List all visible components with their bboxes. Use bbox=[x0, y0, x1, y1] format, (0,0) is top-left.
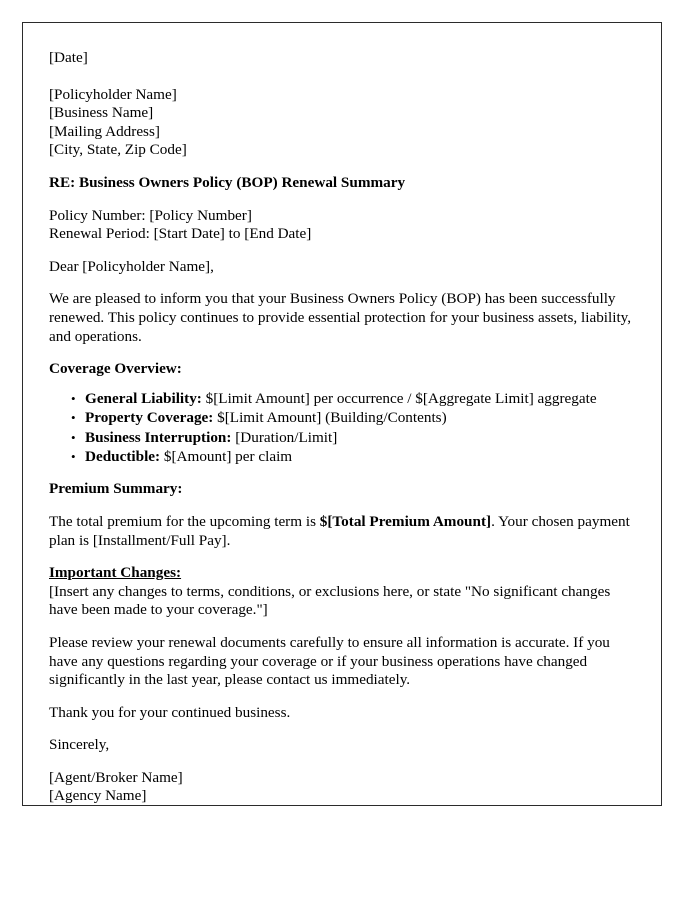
spacer bbox=[49, 68, 635, 86]
document-body bbox=[49, 49, 635, 806]
recipient-address-block bbox=[49, 86, 635, 160]
spacer bbox=[49, 550, 635, 564]
spacer bbox=[49, 276, 635, 290]
coverage-value: $[Limit Amount] (Building/Contents) bbox=[213, 409, 447, 427]
list-item bbox=[49, 428, 635, 447]
recipient-business-name: [Business Name] bbox=[49, 104, 154, 122]
spacer bbox=[49, 755, 635, 769]
list-item bbox=[49, 389, 635, 408]
date-line: [Date] bbox=[49, 49, 88, 66]
document-page bbox=[22, 22, 662, 806]
closing-salutation: Sincerely, bbox=[49, 736, 110, 754]
coverage-label: Business Interruption: bbox=[85, 428, 232, 446]
list-item bbox=[49, 447, 635, 466]
coverage-value: $[Limit Amount] per occurrence / $[Aggregate Limit] aggregate bbox=[201, 389, 597, 407]
spacer bbox=[49, 499, 635, 513]
thanks-paragraph: Thank you for your continued business. bbox=[49, 703, 291, 721]
coverage-label: Property Coverage: bbox=[85, 409, 214, 427]
premium-text-after: . Your chosen payment plan is [Installment/Full Pay]. bbox=[49, 512, 630, 549]
spacer bbox=[49, 346, 635, 360]
spacer bbox=[49, 379, 635, 389]
agent-broker-name: [Agent/Broker Name] bbox=[49, 768, 183, 786]
policy-number-line: Policy Number: [Policy Number] bbox=[49, 206, 252, 224]
recipient-city-state-zip: [City, State, Zip Code] bbox=[49, 141, 187, 159]
recipient-mailing-address: [Mailing Address] bbox=[49, 122, 160, 140]
recipient-policyholder-name: [Policyholder Name] bbox=[49, 85, 177, 103]
premium-amount: $[Total Premium Amount] bbox=[319, 512, 492, 530]
coverage-overview-heading: Coverage Overview: bbox=[49, 360, 182, 378]
agency-name: [Agency Name] bbox=[49, 787, 147, 805]
coverage-list bbox=[49, 389, 635, 467]
spacer bbox=[49, 620, 635, 634]
coverage-value: $[Amount] per claim bbox=[160, 447, 293, 465]
coverage-value: [Duration/Limit] bbox=[231, 428, 338, 446]
spacer bbox=[49, 193, 635, 207]
coverage-label: General Liability: bbox=[85, 389, 202, 407]
premium-summary-heading: Premium Summary: bbox=[49, 480, 183, 498]
spacer bbox=[49, 244, 635, 258]
renewal-period-line: Renewal Period: [Start Date] to [End Date] bbox=[49, 225, 312, 243]
spacer bbox=[49, 466, 635, 480]
important-changes-paragraph: [Insert any changes to terms, conditions, or exclusions here, or state "No significant changes have been made to your coverage."] bbox=[49, 582, 611, 619]
spacer bbox=[49, 160, 635, 174]
subject-line: RE: Business Owners Policy (BOP) Renewal Summary bbox=[49, 173, 406, 191]
premium-paragraph bbox=[49, 513, 635, 550]
coverage-label: Deductible: bbox=[85, 447, 161, 465]
salutation: Dear [Policyholder Name], bbox=[49, 257, 214, 275]
premium-text-before: The total premium for the upcoming term is bbox=[49, 512, 320, 530]
review-paragraph: Please review your renewal documents carefully to ensure all information is accurate. If you have any questions regarding your coverage or if your business operations have changed significantly in the last year, please contact us immediately. bbox=[49, 633, 610, 689]
spacer bbox=[49, 690, 635, 704]
list-item bbox=[49, 408, 635, 427]
spacer bbox=[49, 722, 635, 736]
important-changes-heading: Important Changes: bbox=[49, 564, 182, 582]
intro-paragraph: We are pleased to inform you that your Business Owners Policy (BOP) has been successfully renewed. This policy continues to provide essential protection for your business assets, liability, and operations. bbox=[49, 290, 632, 345]
